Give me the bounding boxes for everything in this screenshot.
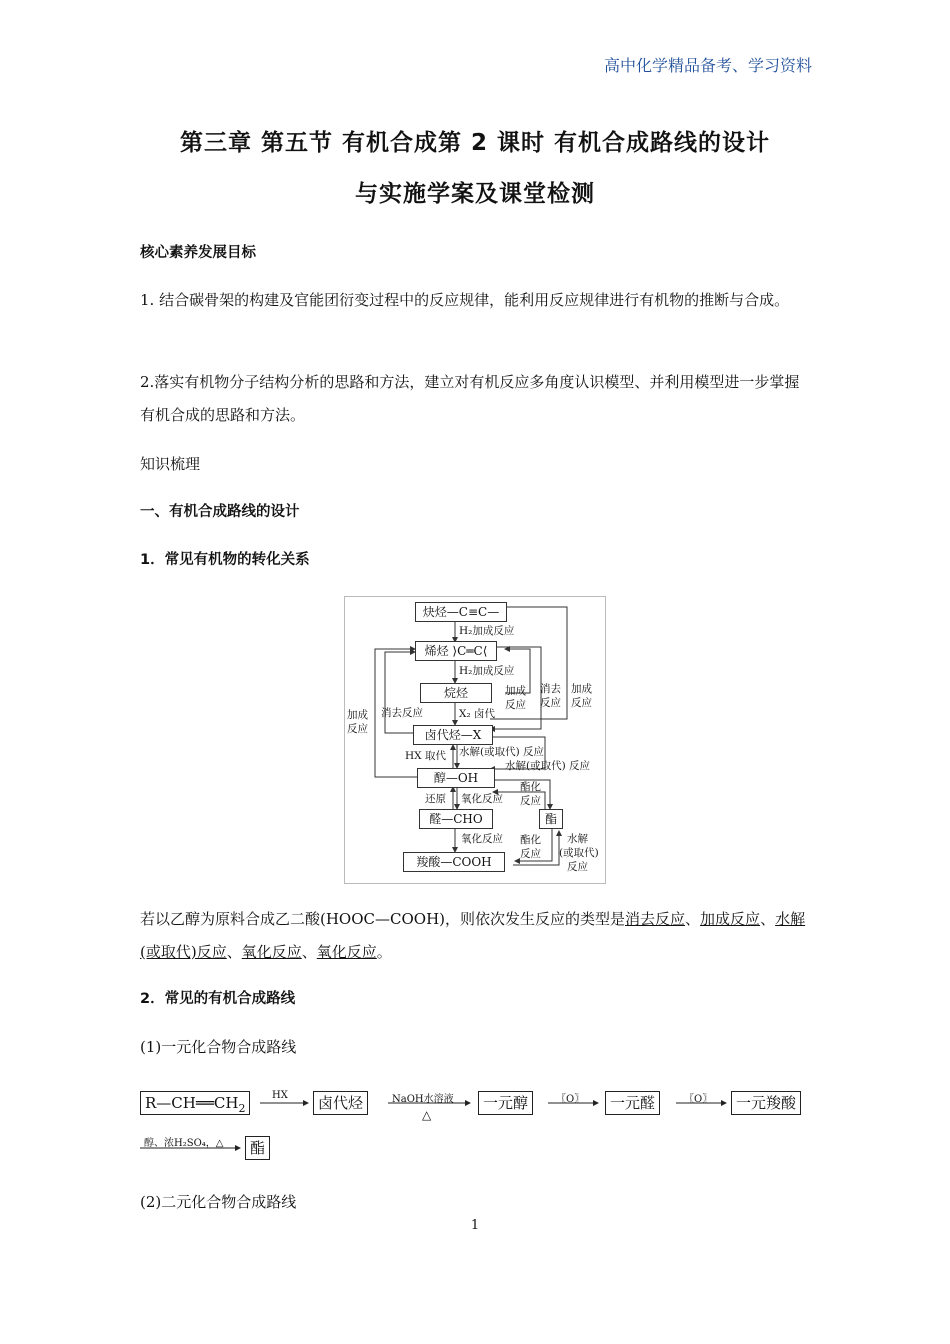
answer-3: 水解(或取代)反应 xyxy=(140,910,806,961)
acid-box: 羧酸—COOH xyxy=(403,852,505,872)
answer-1: 消去反应 xyxy=(625,910,686,928)
label-oxid-2: 氧化反应 xyxy=(461,833,503,845)
route-box-acid: 一元羧酸 xyxy=(731,1091,801,1115)
aldehyde-box: 醛—CHO xyxy=(419,809,493,829)
core-heading: 核心素养发展目标 xyxy=(140,245,256,261)
label-reduce: 还原 xyxy=(425,793,446,805)
goal-2: 2.落实有机物分子结构分析的思路和方法，建立对有机反应多角度认识模型、并利用模型进一步掌握有机合成的思路和方法。 xyxy=(140,373,800,424)
label-elim-b: 反应 xyxy=(540,697,561,709)
label-add-a: 加成 xyxy=(505,685,526,697)
label-hyd-c: 反应 xyxy=(567,861,588,873)
ester-box: 酯 xyxy=(539,809,563,829)
label-oxid-1: 氧化反应 xyxy=(461,793,503,805)
route-box-aldehyde: 一元醛 xyxy=(605,1091,660,1115)
route-1-title: (1)一元化合物合成路线 xyxy=(140,1038,297,1056)
page-title-line2: 与实施学案及课堂检测 xyxy=(355,181,595,207)
subheading-2: 2．常见的有机合成路线 xyxy=(140,991,296,1007)
goal-1: 1. 结合碳骨架的构建及官能团衍变过程中的反应规律，能利用反应规律进行有机物的推断与合成。 xyxy=(140,291,790,309)
label-hyd-b: (或取代) xyxy=(559,847,599,859)
alkane-box: 烷烃 xyxy=(420,683,492,703)
alcohol-box: 醇—OH xyxy=(417,768,495,788)
label-ester1-a: 酯化 xyxy=(520,781,541,793)
answer-5: 氧化反应 xyxy=(316,943,377,961)
subheading-1: 1．常见有机物的转化关系 xyxy=(140,552,310,568)
conversion-diagram xyxy=(344,596,606,884)
route-2-title: (2)二元化合物合成路线 xyxy=(140,1193,297,1211)
route-label-hx: HX xyxy=(272,1090,288,1101)
label-hx: HX 取代 xyxy=(405,750,446,762)
page-number: 1 xyxy=(470,1218,480,1233)
section-1-heading: 一、有机合成路线的设计 xyxy=(140,504,300,520)
route-box-haloalkane: 卤代烃 xyxy=(313,1091,368,1115)
alkene-box: 烯烃 ⟩C═C⟨ xyxy=(415,641,497,661)
route-label-ester: 醇、浓H₂SO₄，△ xyxy=(144,1138,224,1149)
route-label-o-2: 〖O〗 xyxy=(684,1094,713,1105)
label-hydro-2: 水解(或取代) 反应 xyxy=(505,760,591,772)
alkyne-box: 炔烃—C≡C— xyxy=(415,602,507,622)
answer-2: 加成反应 xyxy=(700,910,761,928)
intro-paragraph: 若以乙醇为原料合成乙二酸(HOOC—COOH)，则依次发生反应的类型是消去反应、加成反应、水解(或取代)反应、氧化反应、氧化反应。 xyxy=(140,910,806,961)
label-ester2-b: 反应 xyxy=(520,848,541,860)
route-box-alcohol: 一元醇 xyxy=(478,1091,533,1115)
label-ester2-a: 酯化 xyxy=(520,834,541,846)
label-h2-add-1: H₂加成反应 xyxy=(459,625,515,637)
label-add2-b: 反应 xyxy=(571,697,592,709)
label-x2: X₂ 卤代 xyxy=(459,708,496,720)
route-label-heat: △ xyxy=(422,1108,432,1122)
knowledge-heading: 知识梳理 xyxy=(140,455,201,473)
label-hydro-1: 水解(或取代) 反应 xyxy=(459,746,545,758)
route-box-ester: 酯 xyxy=(245,1136,270,1160)
label-elim-mid: 消去反应 xyxy=(381,707,423,719)
label-ester1-b: 反应 xyxy=(520,795,541,807)
route-label-naoh: NaOH水溶液 xyxy=(392,1094,454,1105)
route-flow xyxy=(0,1080,950,1170)
haloalkane-box: 卤代烃—X xyxy=(413,725,493,745)
label-add3-b: 反应 xyxy=(347,723,368,735)
answer-4: 氧化反应 xyxy=(241,943,302,961)
label-add-b: 反应 xyxy=(505,699,526,711)
label-h2-add-2: H₂加成反应 xyxy=(459,665,515,677)
route-start-box: $R—CH══CH_2$ xyxy=(140,1091,250,1115)
page-title-line1: 第三章 第五节 有机合成第 2 课时 有机合成路线的设计 xyxy=(179,130,771,156)
label-add3-a: 加成 xyxy=(347,709,368,721)
label-elim-a: 消去 xyxy=(540,683,561,695)
label-add2-a: 加成 xyxy=(571,683,592,695)
header-tag: 高中化学精品备考、学习资料 xyxy=(603,56,812,75)
label-hyd-a: 水解 xyxy=(567,833,588,845)
route-label-o-1: 〖O〗 xyxy=(556,1094,585,1105)
